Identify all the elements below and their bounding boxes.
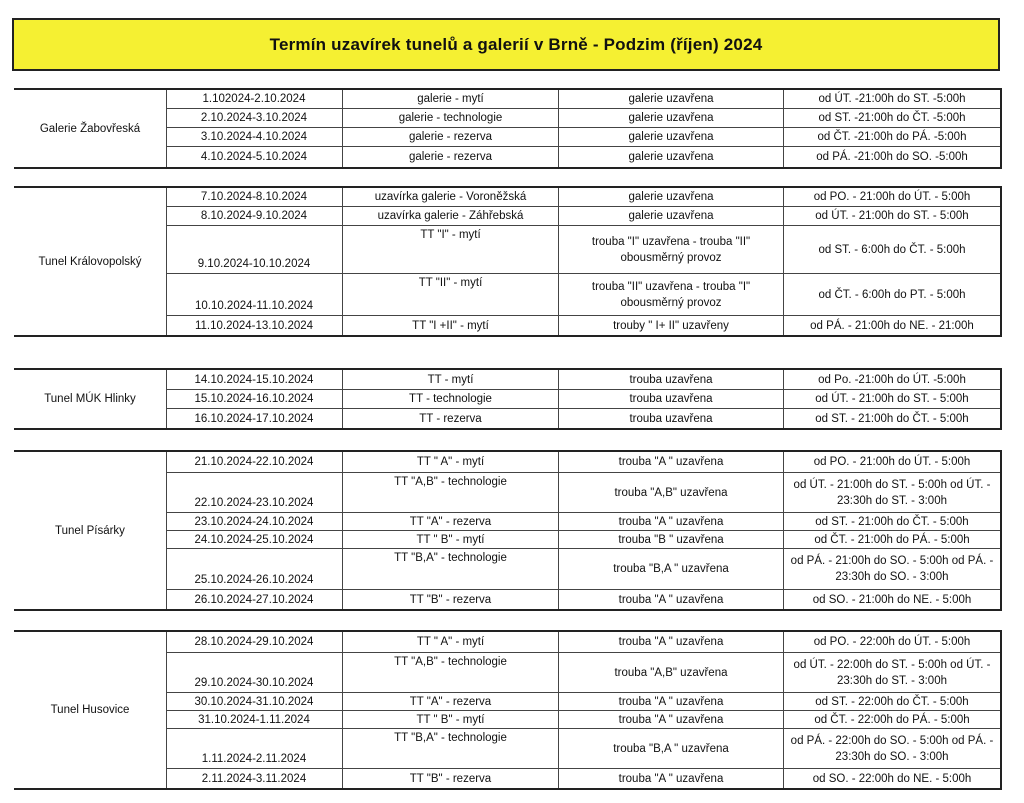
closure-time: od PÁ. - 22:00h do SO. - 5:00h od PÁ. - 23:30h do SO. - 3:00h	[790, 734, 994, 763]
closure-status: trouba uzavřena	[559, 370, 784, 389]
table-row	[166, 90, 1000, 109]
closure-activity: galerie - mytí	[343, 90, 559, 108]
closure-date: 4.10.2024-5.10.2024	[166, 147, 343, 167]
closure-activity: galerie - technologie	[343, 109, 559, 127]
closure-time: od ST. -21:00h do ČT. -5:00h	[818, 112, 966, 124]
closure-activity: galerie - rezerva	[343, 147, 559, 167]
section-name: Tunel Husovice	[14, 632, 167, 788]
closure-time: od PÁ. -21:00h do SO. -5:00h	[816, 151, 968, 163]
closure-time: od PÁ. - 21:00h do NE. - 21:00h	[810, 319, 974, 332]
closure-activity: TT "B" - rezerva	[343, 769, 559, 788]
table-row	[166, 693, 1000, 711]
closure-activity: TT - mytí	[343, 370, 559, 389]
closure-date: 2.11.2024-3.11.2024	[166, 769, 343, 788]
closure-date: 30.10.2024-31.10.2024	[166, 693, 343, 710]
closure-activity: TT "A" - rezerva	[343, 513, 559, 530]
closure-time: od ST. - 21:00h do ČT. - 5:00h	[815, 412, 969, 425]
closure-date: 29.10.2024-30.10.2024	[166, 653, 343, 692]
closure-activity: TT " B" - mytí	[343, 711, 559, 728]
closure-activity: TT "I" - mytí	[343, 226, 559, 273]
table-row	[166, 549, 1000, 590]
closure-date: 11.10.2024-13.10.2024	[166, 316, 343, 335]
section-name: Tunel MÚK Hlinky	[14, 370, 167, 428]
closure-date: 25.10.2024-26.10.2024	[166, 549, 343, 589]
section-rows	[166, 632, 1000, 788]
closure-date: 21.10.2024-22.10.2024	[166, 452, 343, 472]
closure-time: od Po. -21:00h do ÚT. -5:00h	[818, 373, 966, 386]
table-row	[166, 409, 1000, 428]
closure-activity: TT " A" - mytí	[343, 632, 559, 652]
closure-status: galerie uzavřena	[559, 109, 784, 127]
closure-status: trouba "A " uzavřena	[559, 632, 784, 652]
table-row	[166, 653, 1000, 693]
closure-time: od ČT. - 21:00h do PÁ. - 5:00h	[814, 533, 970, 546]
closure-activity: TT - technologie	[343, 390, 559, 408]
closure-date: 15.10.2024-16.10.2024	[166, 390, 343, 408]
table-row	[166, 729, 1000, 769]
closure-time: od PO. - 21:00h do ÚT. - 5:00h	[813, 456, 971, 468]
closure-status: trouba "A,B" uzavřena	[559, 473, 784, 512]
closure-time: od ÚT. - 21:00h do ST. - 5:00h od ÚT. - 23:30h do ST. - 3:00h	[793, 478, 991, 507]
closure-status: trouba "A " uzavřena	[559, 513, 784, 530]
closure-activity: TT "A,B" - technologie	[343, 653, 559, 692]
closure-date: 3.10.2024-4.10.2024	[166, 128, 343, 146]
closure-status: trouba "B " uzavřena	[559, 531, 784, 548]
section-name: Galerie Žabovřeská	[14, 90, 167, 167]
section-tunel-kr-lovopolsk-	[14, 186, 1002, 337]
table-row	[166, 109, 1000, 128]
table-row	[166, 128, 1000, 147]
closure-activity: uzavírka galerie - Voroněžská	[343, 188, 559, 206]
closure-status: trouba "A " uzavřena	[559, 452, 784, 472]
closure-activity: TT " A" - mytí	[343, 452, 559, 472]
section-rows	[166, 452, 1000, 609]
closure-time: od PÁ. - 21:00h do SO. - 5:00h od PÁ. - 23:30h do SO. - 3:00h	[790, 555, 994, 583]
closure-activity: TT " B" - mytí	[343, 531, 559, 548]
closure-time: od PO. - 21:00h do ÚT. - 5:00h	[813, 191, 971, 203]
closure-date: 28.10.2024-29.10.2024	[166, 632, 343, 652]
closure-date: 31.10.2024-1.11.2024	[166, 711, 343, 728]
closure-time: od SO. - 21:00h do NE. - 5:00h	[812, 593, 972, 606]
closure-activity: TT "B" - rezerva	[343, 590, 559, 609]
table-row	[166, 711, 1000, 729]
table-row	[166, 769, 1000, 788]
closure-time: od PO. - 22:00h do ÚT. - 5:00h	[813, 636, 971, 648]
closure-date: 10.10.2024-11.10.2024	[166, 274, 343, 315]
closure-status: trouba "II" uzavřena - trouba "I" obousměrný provoz	[559, 274, 784, 315]
closure-date: 22.10.2024-23.10.2024	[166, 473, 343, 512]
closure-status: galerie uzavřena	[559, 188, 784, 206]
section-rows	[166, 370, 1000, 428]
closure-status: trouba "A " uzavřena	[559, 711, 784, 728]
closure-time: od ST. - 22:00h do ČT. - 5:00h	[815, 695, 969, 708]
closure-status: galerie uzavřena	[559, 128, 784, 146]
section-tunel-m-k-hlinky	[14, 368, 1002, 430]
closure-date: 14.10.2024-15.10.2024	[166, 370, 343, 389]
closure-status: trouba "A " uzavřena	[559, 693, 784, 710]
section-name: Tunel Písárky	[14, 452, 167, 609]
table-row	[166, 188, 1000, 207]
closure-date: 1.102024-2.10.2024	[166, 90, 343, 108]
closure-date: 16.10.2024-17.10.2024	[166, 409, 343, 428]
table-row	[166, 316, 1000, 335]
closure-time: od ČT. - 22:00h do PÁ. - 5:00h	[814, 713, 970, 726]
closure-status: trouba "A " uzavřena	[559, 769, 784, 788]
closure-activity: TT "A,B" - technologie	[343, 473, 559, 512]
section-tunel-p-s-rky	[14, 450, 1002, 611]
table-row	[166, 370, 1000, 390]
closure-activity: TT "A" - rezerva	[343, 693, 559, 710]
table-row	[166, 207, 1000, 226]
section-rows	[166, 188, 1000, 335]
closure-date: 7.10.2024-8.10.2024	[166, 188, 343, 206]
closure-status: trouba "I" uzavřena - trouba "II" obousměrný provoz	[559, 226, 784, 273]
section-name: Tunel Královopolský	[14, 188, 167, 335]
page-title: Termín uzavírek tunelů a galerií v Brně - Podzim (říjen) 2024	[269, 34, 763, 54]
table-row	[166, 590, 1000, 609]
closure-activity: TT "B,A" - technologie	[343, 549, 559, 589]
table-row	[166, 390, 1000, 409]
table-row	[166, 632, 1000, 653]
section-tunel-husovice	[14, 630, 1002, 790]
closure-status: galerie uzavřena	[559, 90, 784, 108]
closure-date: 26.10.2024-27.10.2024	[166, 590, 343, 609]
closure-time: od SO. - 22:00h do NE. - 5:00h	[812, 772, 972, 785]
closure-time: od ÚT. - 22:00h do ST. - 5:00h od ÚT. - 23:30h do ST. - 3:00h	[793, 658, 991, 687]
section-rows	[166, 90, 1000, 167]
table-row	[166, 473, 1000, 513]
table-row	[166, 226, 1000, 274]
closure-date: 23.10.2024-24.10.2024	[166, 513, 343, 530]
closure-time: od ÚT. - 21:00h do ST. - 5:00h	[815, 393, 969, 405]
closure-status: trouba "B,A " uzavřena	[559, 549, 784, 589]
closure-time: od ČT. - 6:00h do PT. - 5:00h	[818, 288, 966, 301]
closure-time: od ÚT. -21:00h do ST. -5:00h	[818, 93, 966, 105]
closure-date: 24.10.2024-25.10.2024	[166, 531, 343, 548]
closure-date: 9.10.2024-10.10.2024	[166, 226, 343, 273]
closure-status: galerie uzavřena	[559, 147, 784, 167]
table-row	[166, 147, 1000, 167]
closure-status: galerie uzavřena	[559, 207, 784, 225]
table-row	[166, 274, 1000, 316]
table-row	[166, 531, 1000, 549]
closure-activity: TT "I +II" - mytí	[343, 316, 559, 335]
closure-activity: TT "II" - mytí	[343, 274, 559, 315]
closure-activity: galerie - rezerva	[343, 128, 559, 146]
closure-time: od ST. - 6:00h do ČT. - 5:00h	[818, 243, 966, 256]
closure-status: trouby " I+ II" uzavřeny	[559, 316, 784, 335]
closure-status: trouba "A,B" uzavřena	[559, 653, 784, 692]
closure-activity: TT "B,A" - technologie	[343, 729, 559, 768]
closure-activity: uzavírka galerie - Záhřebská	[343, 207, 559, 225]
closure-activity: TT - rezerva	[343, 409, 559, 428]
closure-date: 2.10.2024-3.10.2024	[166, 109, 343, 127]
closure-date: 1.11.2024-2.11.2024	[166, 729, 343, 768]
section-galerie-abov-esk-	[14, 88, 1002, 169]
closure-status: trouba uzavřena	[559, 390, 784, 408]
closure-date: 8.10.2024-9.10.2024	[166, 207, 343, 225]
closure-status: trouba "A " uzavřena	[559, 590, 784, 609]
closure-time: od ÚT. - 21:00h do ST. - 5:00h	[815, 210, 969, 222]
closure-status: trouba "B,A " uzavřena	[559, 729, 784, 768]
title-banner	[12, 18, 1000, 71]
closure-time: od ČT. -21:00h do PÁ. -5:00h	[817, 131, 967, 143]
table-row	[166, 513, 1000, 531]
closure-time: od ST. - 21:00h do ČT. - 5:00h	[815, 515, 969, 528]
closure-status: trouba uzavřena	[559, 409, 784, 428]
table-row	[166, 452, 1000, 473]
